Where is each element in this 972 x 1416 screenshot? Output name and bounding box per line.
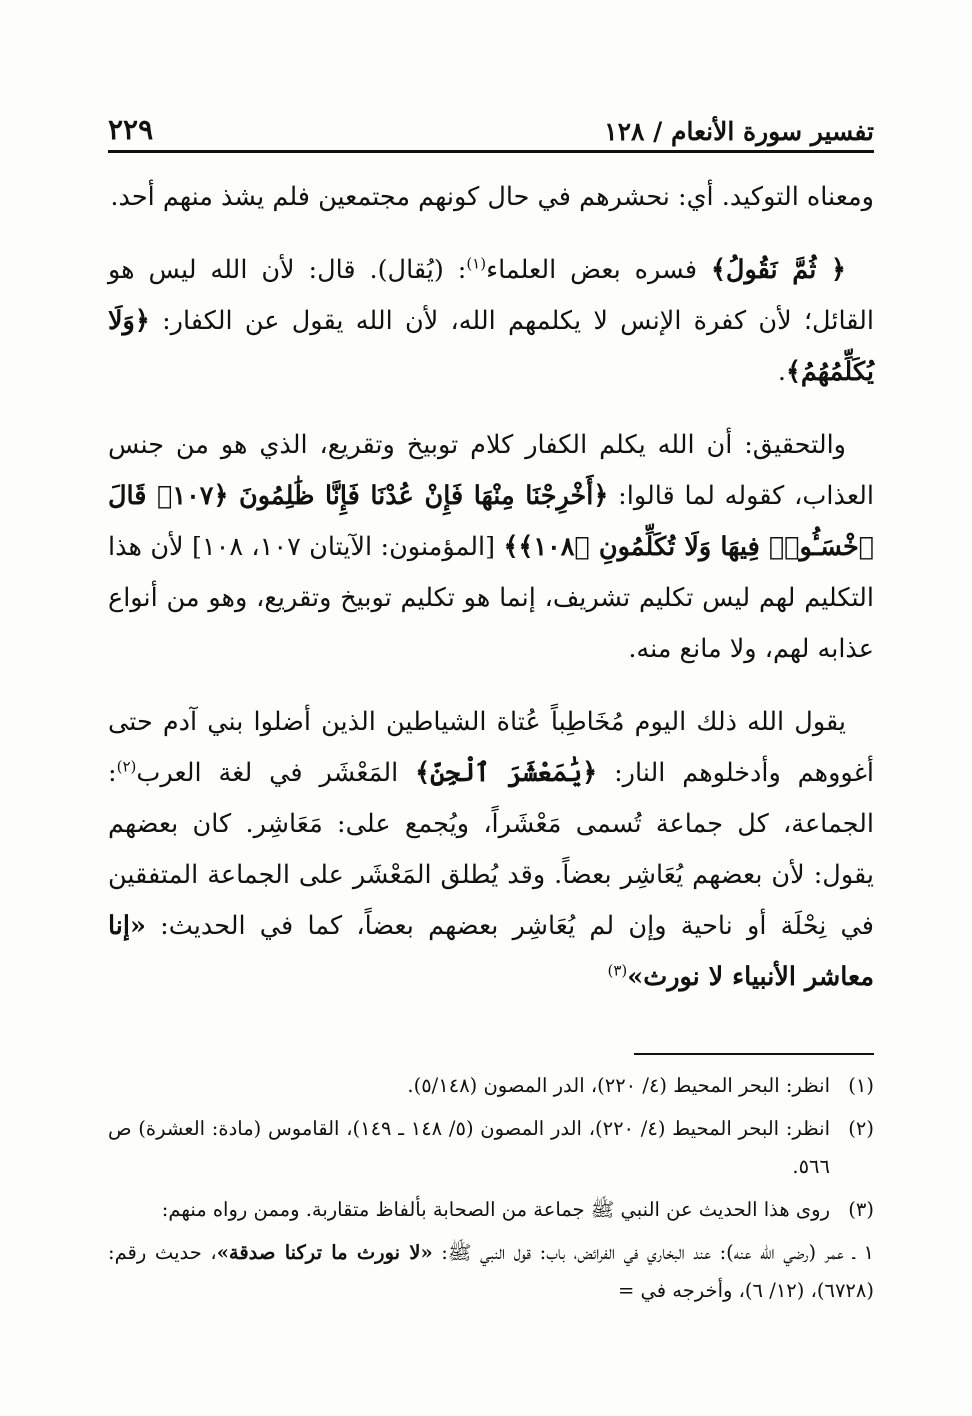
footnote-number: (٣) xyxy=(848,1198,874,1221)
footnote-divider xyxy=(634,1053,874,1055)
footnote-3 xyxy=(108,1191,874,1229)
footnote-ref-1[interactable]: (١) xyxy=(466,254,487,273)
paragraph-3 xyxy=(108,420,874,675)
paragraph-text: [المؤمنون: الآيتان ١٠٧، ١٠٨] لأن هذا التكليم لهم ليس تكليم تشريف، إنما هو تكليم توبيخ وتقريع، وهو من أنواع عذابه لهم، ولا مانع منه. xyxy=(108,532,874,664)
quran-quote: ﴿أَخْرِجْنَا مِنْهَا فَإِنْ عُدْنَا فَإِنَّا ظَٰلِمُونَ ﴿١٠٧﴾ قَالَ ٱخْسَـُٔوا۟ فِيهَا وَلَا تُكَلِّمُونِ ﴿١٠٨﴾﴾ xyxy=(108,481,875,562)
paragraph-1: ومعناه التوكيد. أي: نحشرهم في حال كونهم مجتمعين فلم يشذ منهم أحد. xyxy=(110,182,874,212)
paragraph-text: المَعْشَر في لغة العرب xyxy=(136,758,416,788)
header-title: تفسير سورة الأنعام / ١٢٨ xyxy=(604,117,874,146)
footnote-number: (٢) xyxy=(848,1117,874,1140)
paragraph-text: فسره بعض العلماء xyxy=(486,255,711,285)
footnote-number: (١) xyxy=(848,1074,874,1097)
quran-quote: ﴿ ثُمَّ نَقُولُ﴾ xyxy=(710,255,846,285)
footnote-text: انظر: البحر المحيط (٤/ ٢٢٠)، الدر المصون (٥/١٤٨). xyxy=(407,1074,830,1097)
paragraph-text: : (يُقال). قال: لأن الله ليس هو القائل؛ لأن كفرة الإنس لا يكلمهم الله، لأن الله يقول عن الكفار: xyxy=(108,255,874,336)
hadith-quote: «إنا معاشر الأنبياء لا نورث» xyxy=(108,911,874,992)
quran-quote: ﴿وَلَا يُكَلِّمُهُمُ﴾ xyxy=(108,306,874,387)
main-text xyxy=(108,172,874,1025)
footnote-3-item xyxy=(108,1234,874,1310)
footnote-ref-3[interactable]: (٣) xyxy=(607,961,628,980)
paragraph-text: . xyxy=(777,357,786,387)
paragraph-text: والتحقيق: أن الله يكلم الكفار كلام توبيخ وتقريع، الذي هو من جنس العذاب، كقوله لما قالوا: xyxy=(108,430,874,511)
footnote-1 xyxy=(108,1067,874,1105)
running-header xyxy=(108,104,874,153)
footnote-2 xyxy=(108,1110,874,1186)
footnote-text: انظر: البحر المحيط (٤/ ٢٢٠)، الدر المصون (٥/ ١٤٨ ـ ١٤٩)، القاموس (مادة: العشرة) ص ٥٦٦. xyxy=(108,1117,830,1178)
paragraph-text: : الجماعة، كل جماعة تُسمى مَعْشَراً، ويُجمع على: مَعَاشِر. كان بعضهم يقول: لأن بعضهم يُعَاشِر بعضاً. وقد يُطلق المَعْشَر على الجماعة المتفقين في نِحْلَة أو ناحية وإن لم يُعَاشِر بعضهم بعضاً، كما في الحديث: xyxy=(108,758,874,941)
page-number: ٢٢٩ xyxy=(108,113,154,146)
footnote-ref-2[interactable]: (٢) xyxy=(116,757,137,776)
footnotes xyxy=(108,1053,874,1310)
quran-quote: ﴿يَٰمَعْشَرَ ٱلْجِنِّ﴾ xyxy=(415,758,598,788)
paragraph-text: يقول الله ذلك اليوم مُخَاطِباً عُتاة الشياطين الذين أضلوا بني آدم حتى أغووهم وأدخلوهم النار: xyxy=(108,707,875,788)
footnote-text: روى هذا الحديث عن النبي ﷺ جماعة من الصحابة بألفاظ متقاربة. وممن رواه منهم: xyxy=(161,1198,830,1221)
footnote-text: ١ ـ عمر (رضي الله عنه): عند البخاري في الفرائض، باب: قول النبي ﷺ: xyxy=(432,1241,875,1264)
footnote-text: ، حديث رقم: (٦٧٢٨)، (١٢/ ٦)، وأخرجه في = xyxy=(108,1241,874,1302)
hadith-quote: «لا نورث ما تركنا صدقة» xyxy=(216,1241,433,1264)
paragraph-2 xyxy=(108,245,874,398)
paragraph-4 xyxy=(108,697,874,1003)
